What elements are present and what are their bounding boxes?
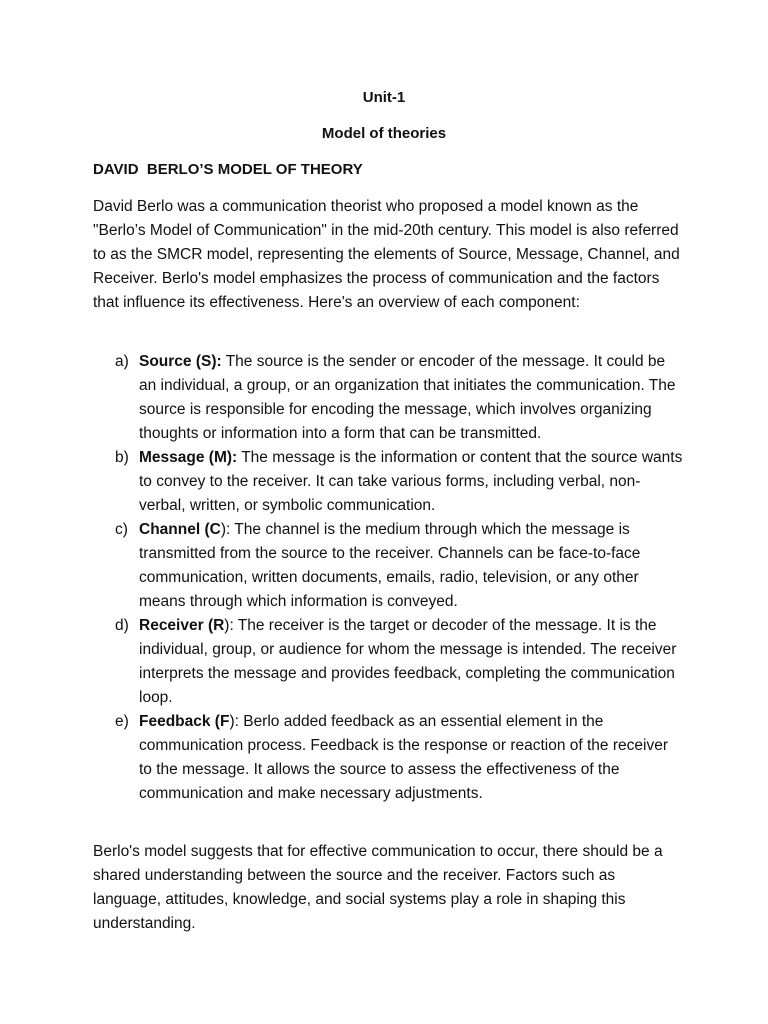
list-item-term: Feedback (F <box>139 713 230 730</box>
unit-heading: Unit-1 <box>362 89 406 106</box>
list-item-message <box>93 446 683 518</box>
list-marker: a) <box>115 353 129 370</box>
list-marker: b) <box>115 449 129 466</box>
list-marker: c) <box>115 521 128 538</box>
list-item-text: ): Berlo added feedback as an essential element in the communication process. Feedback is the response or reaction of the receiver to the message. It allows the source to assess the effectiveness of the communication and make necessary adjustments. <box>139 713 668 802</box>
conclusion-paragraph: Berlo's model suggests that for effective communication to occur, there should be a shared understanding between the source and the receiver. Factors such as language, attitudes, knowledge, and social systems play a role in shaping this understanding. <box>93 843 663 932</box>
list-marker: e) <box>115 713 129 730</box>
list-item-source <box>93 350 683 446</box>
component-list <box>93 350 683 806</box>
list-item-text: The source is the sender or encoder of the message. It could be an individual, a group, or an organization that initiates the communication. The source is responsible for encoding the message, which involves organizing thoughts or information into a form that can be transmitted. <box>139 353 676 442</box>
list-item-term: Receiver (R <box>139 617 225 634</box>
list-marker: d) <box>115 617 129 634</box>
list-item-feedback <box>93 710 683 806</box>
list-item-term: Source (S): <box>139 353 222 370</box>
list-item-text: The message is the information or content that the source wants to convey to the receiver. It can take various forms, including verbal, non-verbal, written, or symbolic communication. <box>139 449 683 514</box>
list-item-receiver <box>93 614 683 710</box>
intro-paragraph: David Berlo was a communication theorist who proposed a model known as the "Berlo’s Model of Communication" in the mid-20th century. This model is also referred to as the SMCR model, representing the elements of Source, Message, Channel, and Receiver. Berlo's model emphasizes the process of communication and the factors that influence its effectiveness. Here's an overview of each component: <box>93 198 680 311</box>
section-heading: DAVID BERLO’S MODEL OF THEORY <box>93 161 363 178</box>
list-item-term: Message (M): <box>139 449 238 466</box>
list-item-channel <box>93 518 683 614</box>
list-item-text: ): The channel is the medium through which the message is transmitted from the source to the receiver. Channels can be face-to-face communication, written documents, emails, radio, television, or any other means through which information is conveyed. <box>139 521 641 610</box>
list-item-term: Channel (C <box>139 521 221 538</box>
list-item-text: ): The receiver is the target or decoder of the message. It is the individual, group, or audience for whom the message is intended. The receiver interprets the message and provides feedback, completing the communication loop. <box>139 617 677 706</box>
document-subtitle: Model of theories <box>321 125 447 142</box>
